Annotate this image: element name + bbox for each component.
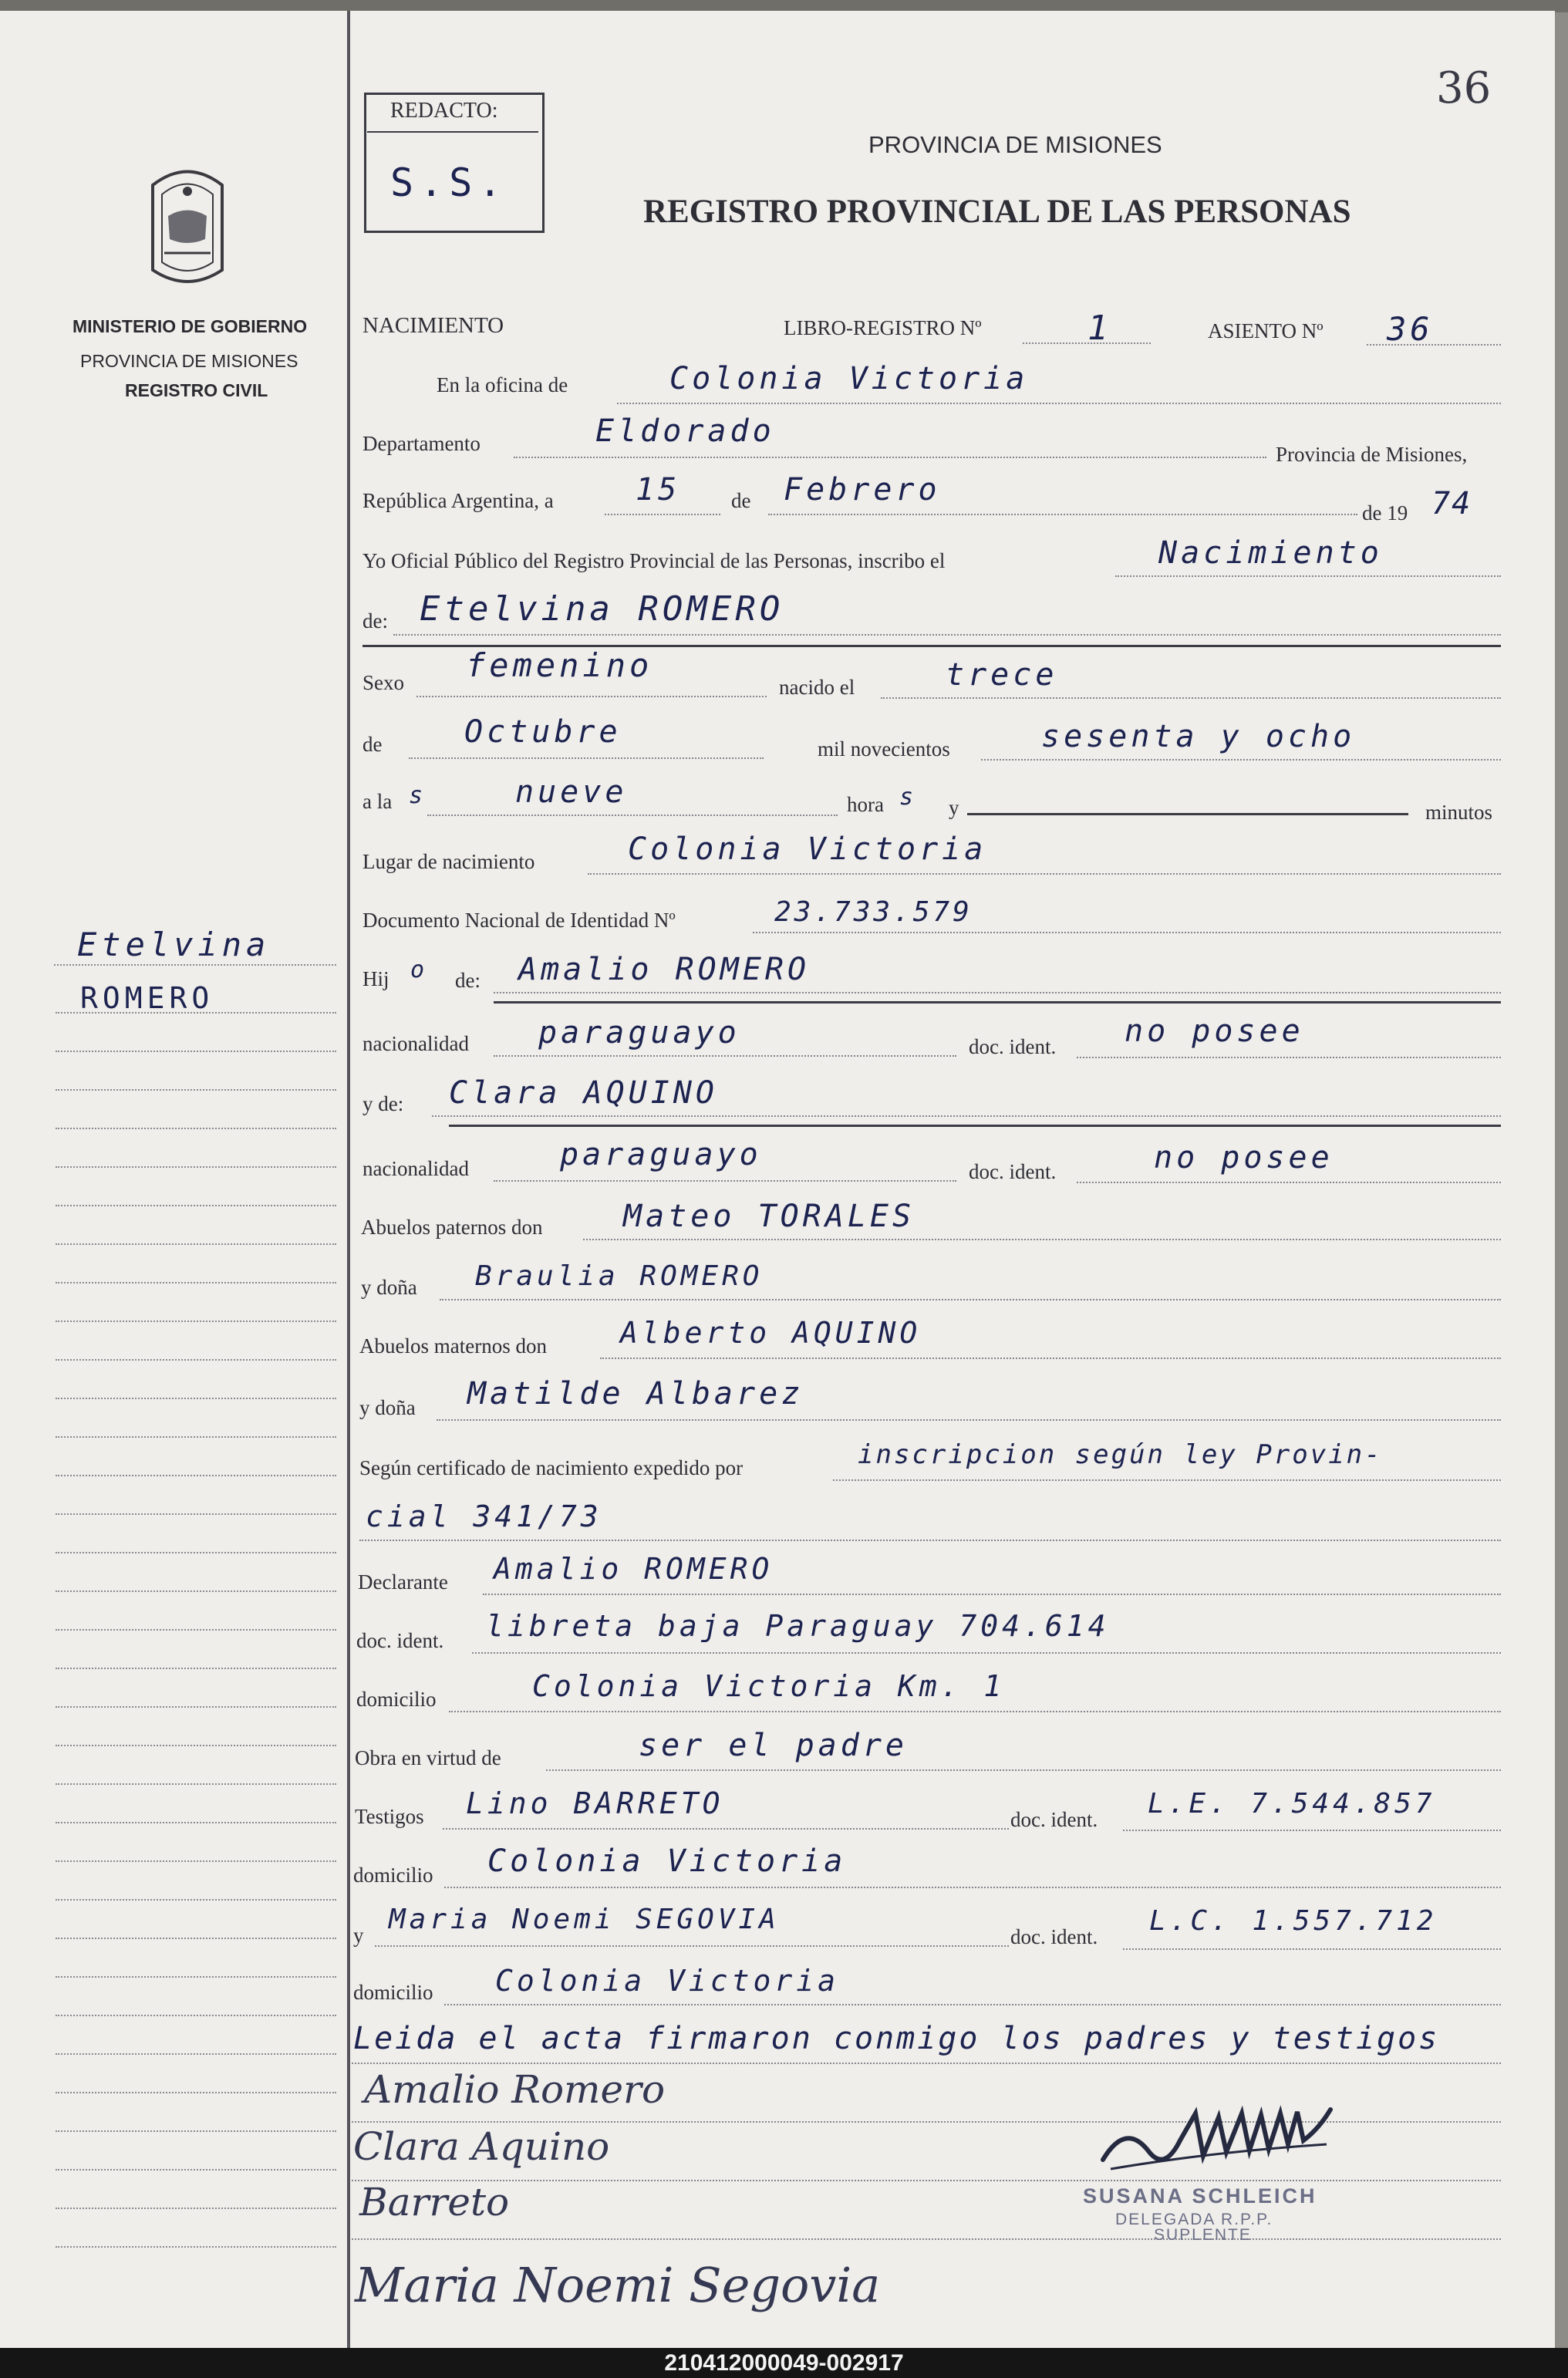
field-line xyxy=(1077,1057,1501,1058)
scan-footer-id: 210412000049-002917 xyxy=(0,2348,1568,2378)
margin-rule xyxy=(56,2053,336,2055)
witness2-label: y xyxy=(353,1924,364,1947)
margin-rule xyxy=(56,2015,336,2016)
mother-nationality-value: paraguayo xyxy=(560,1137,762,1172)
province-suffix: Provincia de Misiones, xyxy=(1276,443,1468,466)
sex-label: Sexo xyxy=(362,671,404,694)
acting-as-value: ser el padre xyxy=(639,1728,908,1763)
mother-nationality-label: nacionalidad xyxy=(362,1157,469,1180)
hour-label-suffix: s xyxy=(899,784,915,811)
witness1-doc-label: doc. ident. xyxy=(1010,1808,1098,1831)
redacto-divider xyxy=(367,131,538,133)
birth-year-value: sesenta y ocho xyxy=(1041,719,1356,754)
mother-doc-label: doc. ident. xyxy=(969,1160,1057,1183)
record-month-value: Febrero xyxy=(784,472,941,508)
civil-registry-label: REGISTRO CIVIL xyxy=(125,380,268,400)
province-label: PROVINCIA DE MISIONES xyxy=(80,351,298,371)
field-line xyxy=(753,932,1501,933)
margin-rule xyxy=(56,1860,336,1862)
field-line xyxy=(472,1652,1501,1654)
parent-rule xyxy=(494,1001,1501,1003)
child-of-label: Hij xyxy=(362,967,389,990)
margin-rule xyxy=(56,1051,336,1052)
birth-month-value: Octubre xyxy=(464,714,622,750)
field-line xyxy=(1023,342,1151,344)
redacto-initials: S.S. xyxy=(390,160,508,205)
margin-rule xyxy=(56,2169,336,2171)
paternal-grandmother-label: y doña xyxy=(361,1276,417,1299)
witness1-label: Testigos xyxy=(355,1805,424,1828)
field-line xyxy=(881,697,1501,699)
mother-name-value: Clara AQUINO xyxy=(449,1075,718,1111)
officer-stamp-title: DELEGADA R.P.P. xyxy=(1115,2211,1273,2228)
field-line xyxy=(546,1769,1501,1771)
birthplace-label: Lugar de nacimiento xyxy=(362,850,535,873)
declarant-doc-value: libreta baja Paraguay 704.614 xyxy=(486,1609,1110,1643)
margin-rule xyxy=(56,1745,336,1746)
field-line xyxy=(1123,1948,1501,1950)
minutes-strike xyxy=(967,813,1408,815)
office-value: Colonia Victoria xyxy=(669,361,1029,396)
signature-witness1: Barreto xyxy=(359,2180,510,2225)
margin-rule xyxy=(56,1706,336,1708)
field-line xyxy=(1115,575,1501,577)
field-line xyxy=(605,514,720,515)
birth-day-value: trece xyxy=(946,657,1058,693)
record-kind-value: Nacimiento xyxy=(1158,535,1383,571)
margin-rule xyxy=(56,1976,336,1978)
signature-father: Amalio Romero xyxy=(364,2067,666,2112)
national-id-value: 23.733.579 xyxy=(774,896,973,928)
field-line xyxy=(440,1299,1501,1300)
birth-date-label: nacido el xyxy=(779,676,855,699)
record-year-suffix: 74 xyxy=(1431,486,1472,521)
margin-rule xyxy=(54,964,336,966)
declarant-address-value: Colonia Victoria Km. 1 xyxy=(532,1669,1006,1703)
field-line xyxy=(427,815,838,816)
field-line xyxy=(588,873,1501,875)
sex-value: femenino xyxy=(466,646,653,684)
record-month-prefix: de xyxy=(731,489,751,512)
margin-note-surname: ROMERO xyxy=(80,981,214,1015)
margin-rule xyxy=(56,1513,336,1515)
field-line xyxy=(583,1239,1501,1240)
witness1-address-value: Colonia Victoria xyxy=(487,1843,847,1879)
office-label: En la oficina de xyxy=(437,373,568,396)
field-line xyxy=(981,759,1501,761)
maternal-grandfather-value: Alberto AQUINO xyxy=(620,1316,922,1350)
field-line xyxy=(1077,1182,1501,1183)
registrant-name-value: Etelvina ROMERO xyxy=(420,589,784,629)
margin-rule xyxy=(56,1282,336,1283)
paternal-grandfather-value: Mateo TORALES xyxy=(623,1199,916,1234)
witness1-address-label: domicilio xyxy=(353,1864,433,1887)
witness2-name-value: Maria Noemi SEGOVIA xyxy=(389,1904,780,1935)
certificate-value-line2: cial 341/73 xyxy=(366,1499,602,1533)
record-type-label: NACIMIENTO xyxy=(362,313,504,338)
record-day-value: 15 xyxy=(636,472,681,508)
field-line xyxy=(432,1115,1501,1117)
field-line xyxy=(416,696,767,697)
field-line xyxy=(768,514,1357,515)
declarant-value: Amalio ROMERO xyxy=(494,1552,774,1586)
margin-rule xyxy=(56,1590,336,1592)
hour-plural-suffix: s xyxy=(409,782,424,809)
signature-officer xyxy=(1095,2098,1342,2183)
coat-of-arms-seal xyxy=(137,162,238,293)
father-name-value: Amalio ROMERO xyxy=(518,952,811,987)
field-line xyxy=(359,1540,1501,1541)
mother-label: y de: xyxy=(362,1092,404,1115)
officer-statement: Yo Oficial Público del Registro Provincial de las Personas, inscribo el xyxy=(362,549,946,572)
margin-rule xyxy=(56,1783,336,1785)
signature-witness2: Maria Noemi Segovia xyxy=(355,2257,881,2313)
entry-number-label: ASIENTO Nº xyxy=(1208,319,1324,342)
margin-rule xyxy=(56,1398,336,1399)
certificate-label: Según certificado de nacimiento expedido por xyxy=(359,1456,744,1479)
margin-rule xyxy=(56,1475,336,1476)
page-number: 36 xyxy=(1436,63,1492,113)
margin-divider xyxy=(347,11,350,2348)
entry-number-value: 36 xyxy=(1387,310,1434,348)
witness2-doc-label: doc. ident. xyxy=(1010,1925,1098,1948)
field-line xyxy=(617,403,1501,404)
margin-rule xyxy=(56,1128,336,1129)
witness2-address-label: domicilio xyxy=(353,1981,433,2004)
field-line xyxy=(449,1711,1501,1712)
margin-rule xyxy=(56,1166,336,1168)
margin-rule xyxy=(56,2246,336,2248)
officer-stamp-role: SUPLENTE xyxy=(1154,2226,1252,2244)
field-line xyxy=(444,2004,1501,2005)
witness1-name-value: Lino BARRETO xyxy=(466,1786,724,1820)
declarant-doc-label: doc. ident. xyxy=(356,1629,444,1652)
certificate-value-line1: inscripcion según ley Provin- xyxy=(858,1439,1383,1470)
field-line xyxy=(443,1828,1009,1830)
redacto-label: REDACTO: xyxy=(390,99,498,123)
field-line xyxy=(483,1594,1501,1595)
father-nationality-value: paraguayo xyxy=(538,1015,740,1051)
maternal-grandmother-value: Matilde Albarez xyxy=(467,1376,804,1412)
margin-rule xyxy=(56,1822,336,1823)
margin-note-first-name: Etelvina xyxy=(77,926,271,963)
paternal-grandfather-label: Abuelos paternos don xyxy=(361,1216,543,1239)
and-label: y xyxy=(949,796,959,819)
witness2-address-value: Colonia Victoria xyxy=(495,1964,840,1998)
book-number-label: LIBRO-REGISTRO Nº xyxy=(784,316,982,339)
declarant-label: Declarante xyxy=(358,1570,448,1594)
margin-rule xyxy=(56,1359,336,1361)
birth-hour-value: nueve xyxy=(515,774,628,810)
department-label: Departamento xyxy=(362,432,481,455)
margin-rule xyxy=(56,1243,336,1245)
parent-rule xyxy=(449,1125,1501,1127)
field-line xyxy=(437,1419,1501,1421)
father-nationality-label: nacionalidad xyxy=(362,1032,469,1055)
department-value: Eldorado xyxy=(595,413,775,449)
margin-rule xyxy=(56,1552,336,1553)
mother-doc-value: no posee xyxy=(1154,1140,1334,1176)
field-line xyxy=(494,1180,956,1182)
minutes-label: minutos xyxy=(1425,801,1493,824)
paternal-grandmother-value: Braulia ROMERO xyxy=(475,1260,764,1292)
maternal-grandmother-label: y doña xyxy=(359,1396,416,1419)
declarant-address-label: domicilio xyxy=(356,1688,437,1711)
margin-rule xyxy=(56,1012,336,1014)
father-doc-value: no posee xyxy=(1125,1014,1304,1049)
field-line xyxy=(444,1887,1501,1888)
margin-rule xyxy=(56,2130,336,2132)
hour-label: hora xyxy=(847,793,884,816)
child-of-de-label: de: xyxy=(455,969,481,992)
field-line xyxy=(375,1945,1009,1947)
margin-rule xyxy=(56,1668,336,1669)
field-line xyxy=(514,457,1266,458)
maternal-grandfather-label: Abuelos maternos don xyxy=(359,1334,547,1358)
field-line xyxy=(494,992,1501,993)
signature-mother: Clara Aquino xyxy=(353,2124,610,2169)
field-line xyxy=(600,1358,1501,1359)
field-line xyxy=(409,757,764,759)
witness2-doc-value: L.C. 1.557.712 xyxy=(1149,1905,1438,1937)
book-number-value: 1 xyxy=(1087,309,1112,348)
field-line xyxy=(352,2063,1501,2064)
acting-as-label: Obra en virtud de xyxy=(355,1746,501,1769)
margin-rule xyxy=(56,1938,336,1939)
field-line xyxy=(352,2238,1501,2240)
field-line xyxy=(1123,1830,1501,1831)
country-date-label: República Argentina, a xyxy=(362,489,554,512)
ministry-label: MINISTERIO DE GOBIERNO xyxy=(72,316,308,336)
margin-rule xyxy=(56,2208,336,2209)
margin-rule xyxy=(56,1899,336,1901)
child-of-suffix: o xyxy=(410,956,426,983)
field-line xyxy=(833,1479,1501,1481)
father-doc-label: doc. ident. xyxy=(969,1035,1057,1058)
registry-title: REGISTRO PROVINCIAL DE LAS PERSONAS xyxy=(643,194,1351,230)
field-line xyxy=(494,1055,956,1057)
province-title: PROVINCIA DE MISIONES xyxy=(868,131,1162,158)
national-id-label: Documento Nacional de Identidad Nº xyxy=(362,909,676,932)
field-line xyxy=(393,634,1501,636)
witness1-doc-value: L.E. 7.544.857 xyxy=(1148,1788,1436,1820)
birthplace-value: Colonia Victoria xyxy=(628,831,987,867)
margin-rule xyxy=(56,1089,336,1091)
closing-statement: Leida el acta firmaron conmigo los padres y testigos xyxy=(353,2021,1440,2056)
registrant-name-label: de: xyxy=(362,609,388,632)
birth-year-label: mil novecientos xyxy=(818,737,950,761)
officer-stamp-name: SUSANA SCHLEICH xyxy=(1083,2184,1317,2208)
birth-time-label: a la xyxy=(362,790,393,813)
margin-rule xyxy=(56,2092,336,2093)
margin-rule xyxy=(56,1321,336,1322)
margin-rule xyxy=(56,1436,336,1438)
margin-rule xyxy=(56,1205,336,1206)
margin-rule xyxy=(56,1629,336,1631)
birth-month-prefix: de xyxy=(362,733,383,756)
record-year-prefix: de 19 xyxy=(1362,501,1408,525)
